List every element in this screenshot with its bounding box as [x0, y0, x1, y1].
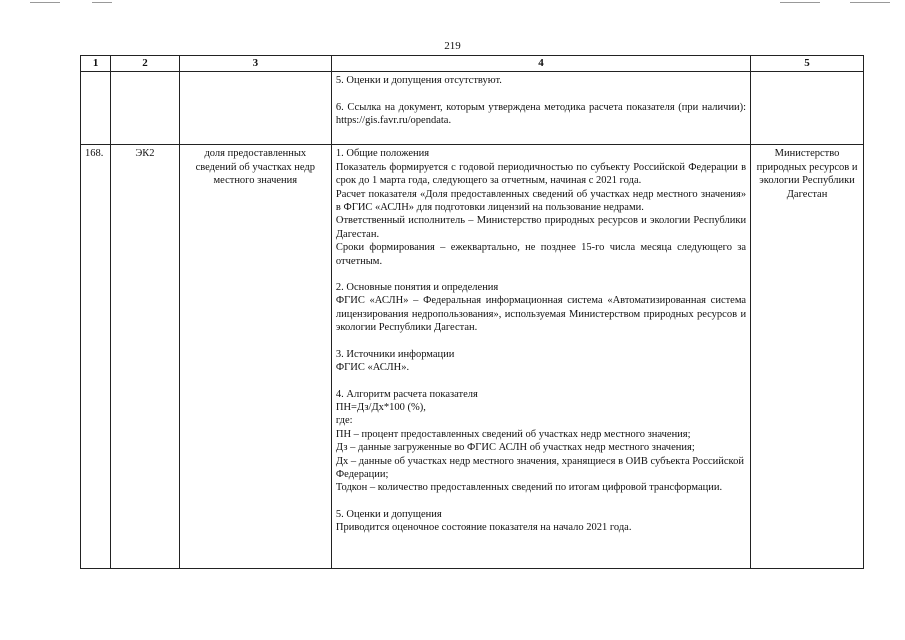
table-row: [81, 145, 864, 569]
cell-empty: [179, 72, 331, 145]
paragraph: Расчет показателя «Доля предоставленных сведений об участках недр местного значения» в ФГИС «АСЛН» для подготовки лицензий на пользование недрами.: [335, 188, 747, 214]
definition: Дз – данные загруженные во ФГИС АСЛН об участках недр местного значения;: [335, 442, 695, 454]
section-title: 1. Общие положения: [335, 148, 430, 160]
assumptions-none-text: 5. Оценки и допущения отсутствуют.: [335, 75, 502, 87]
responsible-authority: Министерство природных ресурсов и экологии Республики Дагестан: [751, 145, 864, 569]
paragraph: Сроки формирования – ежеквартально, не позднее 15-го числа месяца следующего за отчетным.: [335, 242, 747, 267]
methodology-link-text: 6. Ссылка на документ, которым утверждена методика расчета показателя (при наличии): https://gis.favr.ru/opendata.: [335, 101, 747, 127]
indicator-table: [80, 55, 864, 569]
column-header-2: 2: [111, 56, 180, 72]
cell-empty: [751, 72, 864, 145]
column-header-1: 1: [81, 56, 111, 72]
cell-empty: [111, 72, 180, 145]
paragraph: Приводится оценочное состояние показателя на начало 2021 года.: [335, 522, 632, 534]
cell-methodology: [331, 145, 750, 569]
column-header-5: 5: [751, 56, 864, 72]
section-title: 2. Основные понятия и определения: [335, 282, 499, 294]
section-title: 4. Алгоритм расчета показателя: [335, 388, 478, 400]
cell-empty: [81, 72, 111, 145]
section-title: 3. Источники информации: [335, 348, 455, 360]
definition: Дх – данные об участках недр местного значения, хранящиеся в ОИВ субъекта Российской Федерации;: [335, 455, 744, 480]
scan-mark: [92, 2, 112, 3]
page-number: 219: [444, 40, 461, 52]
paragraph: ФГИС «АСЛН» – Федеральная информационная система «Автоматизированная система лицензирования недропользования», используемая Министерством природных ресурсов и экологии Республики Дагестан.: [335, 295, 747, 334]
section-title: 5. Оценки и допущения: [335, 508, 442, 520]
formula: ПН=Дз/Дх*100 (%),: [335, 401, 426, 413]
row-number: 168.: [81, 145, 111, 569]
column-header-3: 3: [179, 56, 331, 72]
scan-mark: [30, 2, 60, 3]
definition: Тодкон – количество предоставленных сведений по итогам цифровой трансформации.: [335, 482, 723, 494]
definition: ПН – процент предоставленных сведений об участках недр местного значения;: [335, 428, 691, 440]
scan-mark: [850, 2, 890, 3]
cell-methodology-continuation: [331, 72, 750, 145]
table-header-row: [81, 56, 864, 72]
column-header-4: 4: [331, 56, 750, 72]
indicator-name: доля предоставленных сведений об участках недр местного значения: [179, 145, 331, 569]
scan-mark: [780, 2, 820, 3]
paragraph: Ответственный исполнитель – Министерство природных ресурсов и экологии Республики Дагестан.: [335, 215, 747, 240]
paragraph: где:: [335, 415, 353, 427]
indicator-code: ЭК2: [111, 145, 180, 569]
paragraph: ФГИС «АСЛН».: [335, 362, 410, 374]
table-row-continuation: [81, 72, 864, 145]
paragraph: Показатель формируется с годовой периодичностью по субъекту Российской Федерации в срок до 1 марта года, следующего за отчетным, начиная с 2021 года.: [335, 161, 747, 187]
